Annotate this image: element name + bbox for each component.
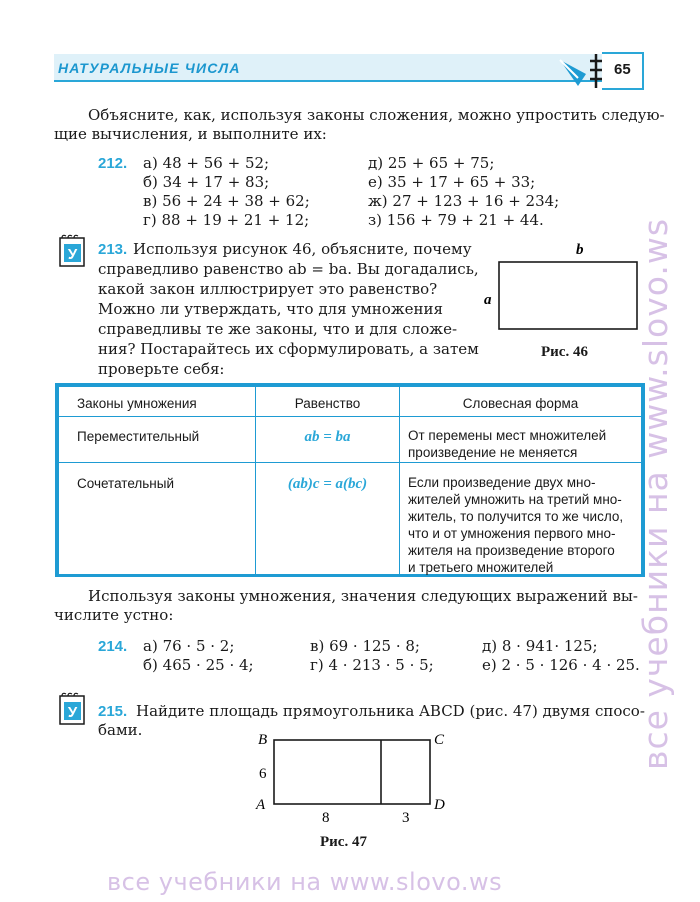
ex215-line-2: бами. [98, 721, 143, 739]
ex213-line-4: Можно ли утверждать, что для умножения [98, 300, 443, 318]
laws-table [58, 386, 642, 577]
ex212-item-z: з) 156 + 79 + 21 + 44. [368, 211, 544, 229]
wording-associative-line-3: житель, то получится то же число, [408, 509, 624, 524]
pen-icon [556, 50, 604, 90]
ex214-item-g: г) 4 · 213 · 5 · 5; [310, 656, 434, 674]
homework-badge-icon [58, 692, 86, 726]
fig47-label-A: A [256, 797, 266, 813]
ex212-item-e: е) 35 + 17 + 65 + 33; [368, 173, 536, 191]
watermark-bottom: все учебники на www.slovo.ws [107, 868, 503, 896]
exercise-213-number: 213. [98, 241, 128, 258]
figure-47 [250, 728, 460, 828]
fig47-side-6: 6 [259, 766, 267, 782]
ex214-item-d: д) 8 · 941· 125; [482, 637, 598, 655]
ex213-line-2: справедливо равенство ab = ba. Вы догадались, [98, 260, 479, 278]
ex215-line-1: Найдите площадь прямоугольника ABCD (рис. 47) двумя спосо- [136, 702, 645, 720]
fig47-part-8: 8 [322, 810, 330, 826]
ex212-item-d: д) 25 + 65 + 75; [368, 154, 495, 172]
fig47-caption: Рис. 47 [320, 834, 367, 850]
fig46-caption: Рис. 46 [541, 344, 588, 360]
laws-header-equality: Равенство [256, 387, 400, 417]
watermark-side: все учебники на www.slovo.ws [636, 217, 675, 770]
fig47-label-C: C [434, 732, 445, 748]
ex212-item-b: б) 34 + 17 + 83; [143, 173, 270, 191]
ex214-item-b: б) 465 · 25 · 4; [143, 656, 254, 674]
equality-associative: (ab)c = a(bc) [256, 463, 400, 577]
equality-commutative: ab = ba [256, 417, 400, 463]
mid-text-line-2: числите устно: [54, 606, 174, 624]
ex213-line-6: ния? Постарайтесь их сформулировать, а затем [98, 340, 479, 358]
mid-text-line-1: Используя законы умножения, значения следующих выражений вы- [88, 587, 638, 605]
exercise-215-number: 215. [98, 703, 128, 720]
page-number: 65 [614, 61, 631, 78]
wording-associative [400, 463, 642, 577]
fig47-rectangle [274, 740, 430, 804]
ex213-line-5: справедливы те же законы, что и для сложе- [98, 320, 458, 338]
ex213-line-7: проверьте себя: [98, 360, 225, 378]
wording-associative-line-4: что и от умножения первого мно- [408, 526, 616, 541]
ex214-item-e: е) 2 · 5 · 126 · 4 · 25. [482, 656, 640, 674]
homework-badge-icon [58, 234, 86, 268]
exercise-212-number: 212. [98, 155, 128, 172]
chapter-title: НАТУРАЛЬНЫЕ ЧИСЛА [58, 60, 241, 76]
fig47-label-B: B [258, 732, 268, 748]
intro-line-2: щие вычисления, и выполните их: [54, 125, 327, 143]
fig46-rectangle [499, 262, 637, 329]
ex214-item-a: а) 76 · 5 · 2; [143, 637, 235, 655]
fig47-part-3: 3 [402, 810, 410, 826]
exercise-214-number: 214. [98, 638, 128, 655]
laws-header-law: Законы умножения [59, 387, 256, 417]
fig47-label-D: D [434, 797, 445, 813]
ex213-line-1: Используя рисунок 46, объясните, почему [133, 240, 472, 258]
wording-commutative-line-2: произведение не меняется [408, 445, 578, 460]
fig46-label-a: a [484, 292, 492, 308]
wording-associative-line-6: и третьего множителей [408, 560, 554, 575]
laws-header-wording: Словесная форма [400, 387, 642, 417]
law-associative: Сочетательный [59, 463, 256, 577]
law-commutative: Переместительный [59, 417, 256, 463]
intro-line-1: Объясните, как, используя законы сложения, можно упростить следую- [88, 106, 665, 124]
fig46-label-b: b [576, 242, 584, 258]
ex212-item-g: г) 88 + 19 + 21 + 12; [143, 211, 310, 229]
laws-table-frame [55, 383, 645, 577]
wording-associative-line-5: жителя на произведение второго [408, 543, 615, 558]
ex212-item-v: в) 56 + 24 + 38 + 62; [143, 192, 310, 210]
ex214-item-v: в) 69 · 125 · 8; [310, 637, 420, 655]
badge-letter: У [67, 246, 78, 263]
ex212-item-a: а) 48 + 56 + 52; [143, 154, 270, 172]
ex213-line-3: какой закон иллюстрирует это равенство? [98, 280, 438, 298]
wording-associative-line-1: Если произведение двух мно- [408, 475, 596, 490]
badge-letter: У [67, 704, 78, 721]
ex212-item-zh: ж) 27 + 123 + 16 + 234; [368, 192, 560, 210]
wording-associative-line-2: жителей умножить на третий мно- [408, 492, 622, 507]
wording-commutative [400, 417, 642, 463]
wording-commutative-line-1: От перемены мест множителей [408, 428, 607, 443]
